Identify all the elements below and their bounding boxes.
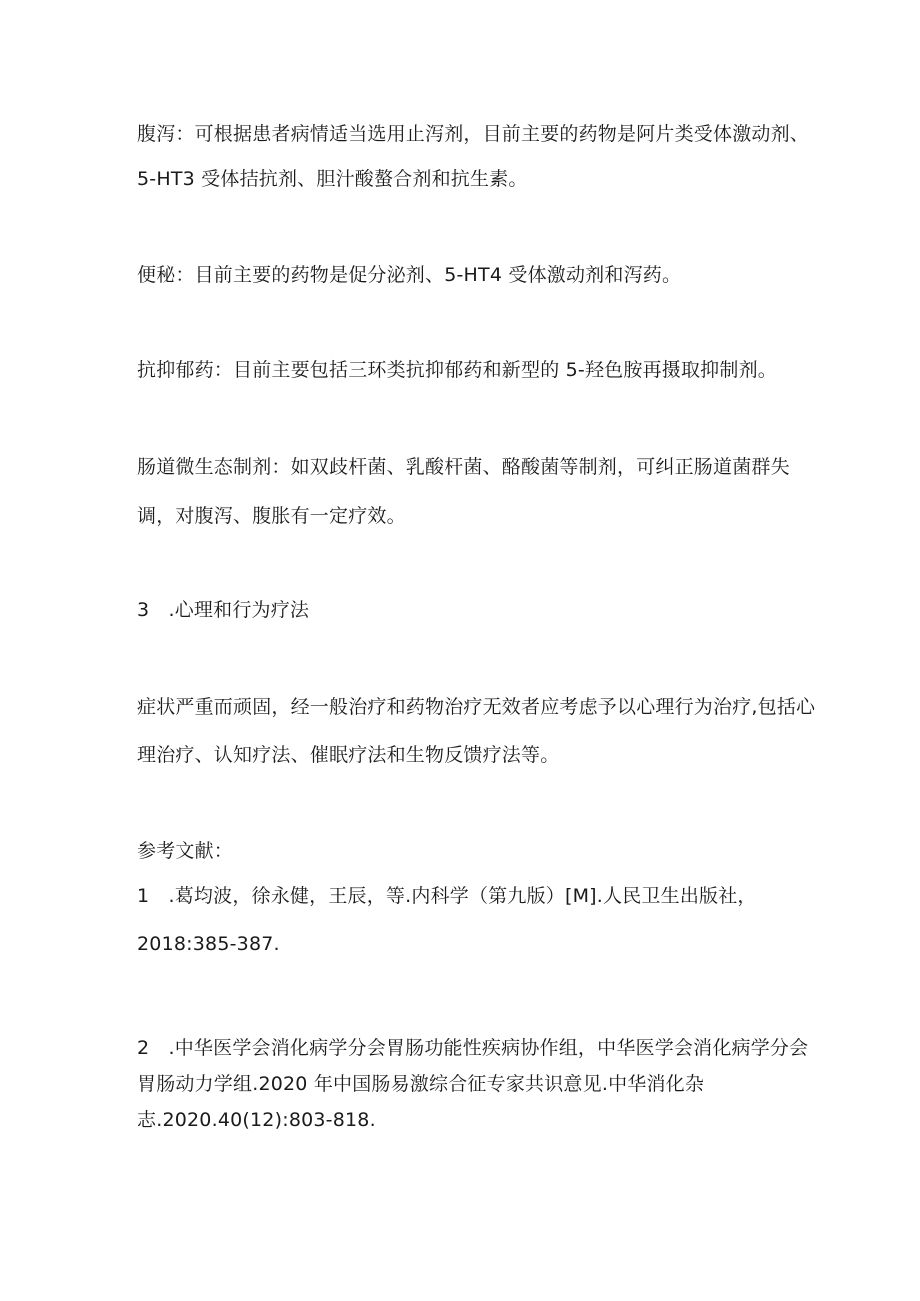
reference-2-line-2: 胃肠动力学组.2020 年中国肠易激综合征专家共识意见.中华消化杂 xyxy=(137,1073,705,1095)
antidepressants-line-1: 抗抑郁药：目前主要包括三环类抗抑郁药和新型的 5-羟色胺再摄取抑制剂。 xyxy=(137,359,777,381)
references-heading: 参考文献： xyxy=(137,840,234,862)
diarrhea-line-1: 腹泻：可根据患者病情适当选用止泻剂，目前主要的药物是阿片类受体激动剂、 xyxy=(137,123,810,145)
probiotics-line-2: 调，对腹泻、腹胀有一定疗效。 xyxy=(137,505,406,527)
reference-2-line-1: 2 .中华医学会消化病学分会胃肠功能性疾病协作组，中华医学会消化病学分会 xyxy=(137,1037,809,1059)
reference-2-line-3: 志.2020.40(12):803-818. xyxy=(137,1109,376,1131)
probiotics-line-1: 肠道微生态制剂：如双歧杆菌、乳酸杆菌、酪酸菌等制剂，可纠正肠道菌群失 xyxy=(137,456,790,478)
reference-1-line-1: 1 .葛均波，徐永健，王辰，等.内科学（第九版）[M].人民卫生出版社， xyxy=(137,885,757,907)
section-3-heading: 3 .心理和行为疗法 xyxy=(137,599,310,621)
psychotherapy-line-1: 症状严重而顽固，经一般治疗和药物治疗无效者应考虑予以心理行为治疗,包括心 xyxy=(137,696,816,718)
constipation-line-1: 便秘：目前主要的药物是促分泌剂、5-HT4 受体激动剂和泻药。 xyxy=(137,264,682,286)
psychotherapy-line-2: 理治疗、认知疗法、催眠疗法和生物反馈疗法等。 xyxy=(137,744,560,766)
reference-1-line-2: 2018:385-387. xyxy=(137,933,280,955)
diarrhea-line-2: 5-HT3 受体拮抗剂、胆汁酸螯合剂和抗生素。 xyxy=(137,168,528,190)
